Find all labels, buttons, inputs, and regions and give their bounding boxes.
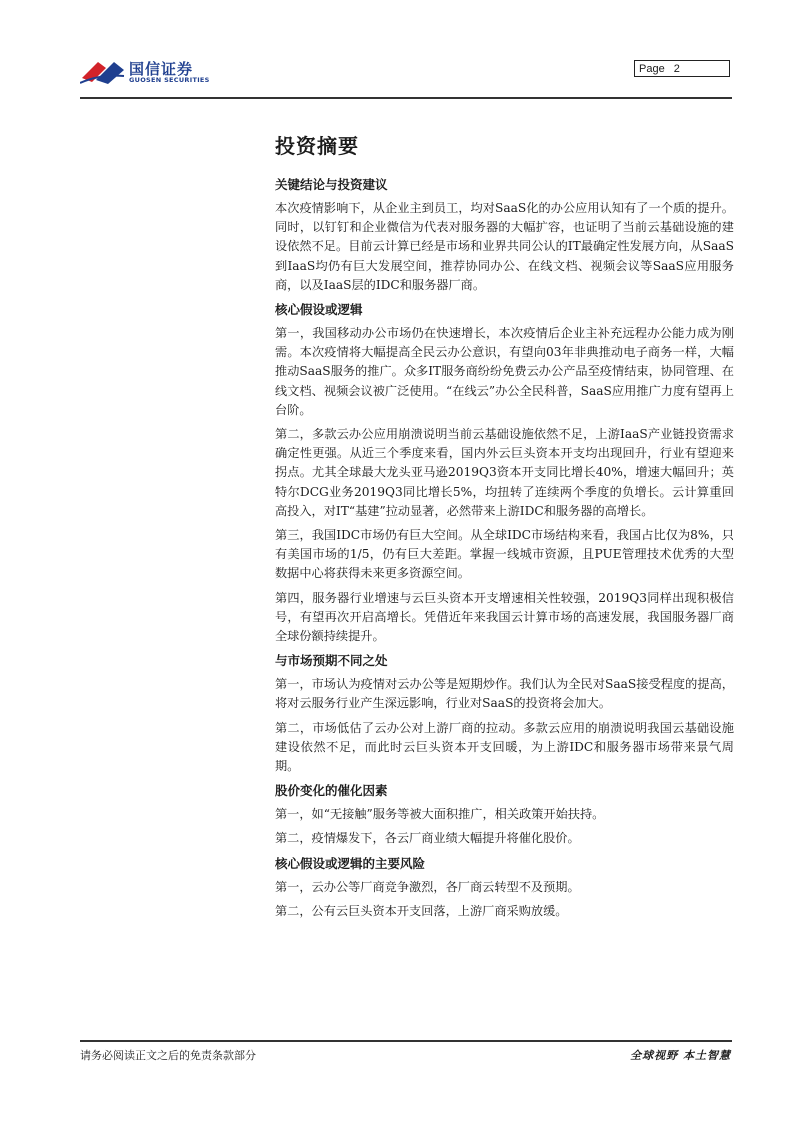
- footer-disclaimer: 请务必阅读正文之后的免责条款部分: [80, 1049, 256, 1062]
- section-heading: 核心假设或逻辑: [275, 302, 363, 318]
- paragraph: 第三，我国IDC市场仍有巨大空间。从全球IDC市场结构来看，我国占比仅为8%，只有美国市场的1/5，仍有巨大差距。掌握一线城市资源，且PUE管理技术优秀的大型数据中心将获得未来更多资源空间。: [275, 528, 734, 581]
- footer-slogan: 全球视野 本土智慧: [630, 1049, 731, 1062]
- section-conclusion: [275, 175, 734, 295]
- guosen-logo-icon: [80, 56, 126, 86]
- section-market-difference: [275, 651, 734, 776]
- page-indicator: [634, 60, 730, 77]
- paragraph: 第一，云办公等厂商竞争激烈，各厂商云转型不及预期。: [275, 879, 580, 894]
- footer-divider: [80, 1040, 732, 1042]
- section-heading: 核心假设或逻辑的主要风险: [275, 855, 426, 871]
- header-divider: [80, 97, 732, 99]
- paragraph: 第二，多款云办公应用崩溃说明当前云基础设施依然不足，上游IaaS产业链投资需求确定性更强。从近三个季度来看，国内外云巨头资本开支均出现回升，行业有望迎来拐点。尤其全球最大龙头亚马逊2019Q3资本开支同比增长40%，增速大幅回升；英特尔DCG业务2019Q3同比增长5%，均扭转了连续两个季度的负增长。云计算重回高投入，对IT“基建”拉动显著，必然带来上游IDC和服务器的高增长。: [275, 427, 734, 518]
- paragraph: 第二，公有云巨头资本开支回落，上游厂商采购放缓。: [275, 903, 568, 918]
- page-label: Page: [639, 63, 665, 75]
- logo-cn-text: 国信证券: [129, 60, 194, 78]
- guosen-logo: [80, 56, 210, 90]
- page-number: 2: [673, 63, 680, 75]
- section-catalysts: [275, 781, 734, 848]
- paragraph: 第一，市场认为疫情对云办公等是短期炒作。我们认为全民对SaaS接受程度的提高，将对云服务行业产生深远影响，行业对SaaS的投资将会加大。: [275, 677, 734, 711]
- section-core-assumptions: [275, 300, 734, 646]
- logo-en-text: GUOSEN SECURITIES: [129, 76, 210, 84]
- paragraph: 本次疫情影响下，从企业主到员工，均对SaaS化的办公应用认知有了一个质的提升。同时，以钉钉和企业微信为代表对服务器的大幅扩容，也证明了当前云基础设施的建设依然不足。目前云计算已经是市场和业界共同公认的IT最确定性发展方向，从SaaS到IaaS均仍有巨大发展空间，推荐协同办公、在线文档、视频会议等SaaS应用服务商，以及IaaS层的IDC和服务器厂商。: [275, 201, 734, 292]
- section-heading: 关键结论与投资建议: [275, 177, 388, 192]
- page-title: 投资摘要: [275, 134, 359, 158]
- paragraph: 第二，疫情爆发下，各云厂商业绩大幅提升将催化股价。: [275, 831, 580, 846]
- main-content: [275, 130, 734, 926]
- paragraph: 第二，市场低估了云办公对上游厂商的拉动。多款云应用的崩溃说明我国云基础设施建设依然不足，而此时云巨头资本开支回暖，为上游IDC和服务器市场带来景气周期。: [275, 720, 734, 774]
- section-heading: 股价变化的催化因素: [275, 783, 388, 799]
- paragraph: 第一，我国移动办公市场仍在快速增长，本次疫情后企业主补充远程办公能力成为刚需。本次疫情将大幅提高全民云办公意识，有望向03年非典推动电子商务一样，大幅推动SaaS服务的推广。众多IT服务商纷纷免费云办公产品至疫情结束，协同管理、在线文档、视频会议被广泛使用。“在线云”办公全民科普，SaaS应用推广力度有望再上台阶。: [275, 326, 734, 417]
- paragraph: 第四，服务器行业增速与云巨头资本开支增速相关性较强，2019Q3同样出现积极信号，有望再次开启高增长。凭借近年来我国云计算市场的高速发展，我国服务器厂商全球份额持续提升。: [275, 590, 734, 644]
- section-heading: 与市场预期不同之处: [275, 653, 388, 669]
- section-risks: [275, 854, 734, 921]
- paragraph: 第一，如“无接触”服务等被大面积推广，相关政策开始扶持。: [275, 807, 605, 822]
